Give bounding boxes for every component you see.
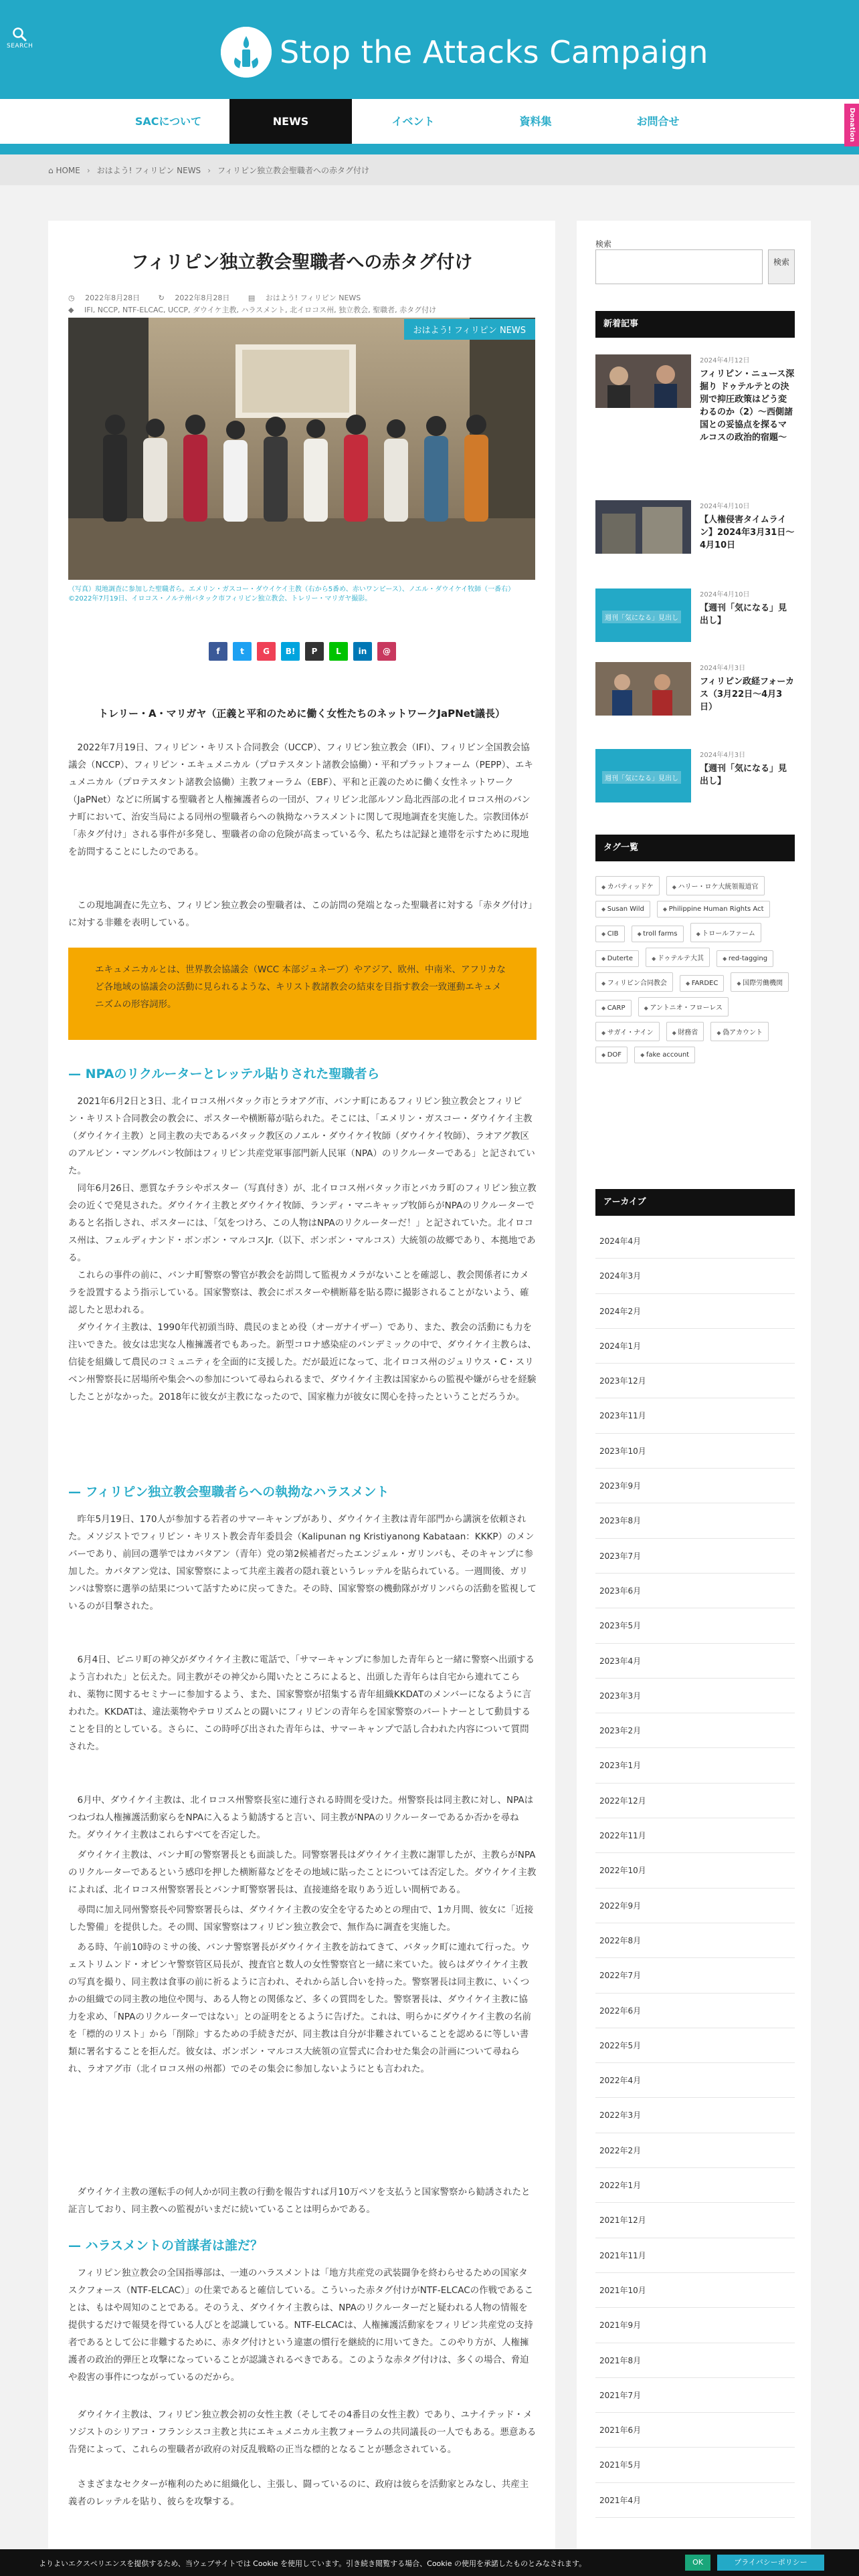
paragraph: ダウイケイ主教は、バンナ町の警察署長とも面談した。同警察署長はダウイケイ主教に謝罪したが、主教らがNPAのリクルーターであるという感印を押した横断幕などをその地域に貼ったことについては否定した。ダウイケイ主教によれば、北イロコス州警察署長とバンナ町警察署長は、直接連絡を取りあう近しい間柄である。 [68,1850,537,1895]
tag-link[interactable]: ◆ fake account [634,1047,695,1063]
cookie-message: よりよいエクスペリエンスを提供するため、当ウェブサイトでは Cookie を使用しています。引き続き閲覧する場合、Cookie の使用を承諾したものとみなされます。 [39,2559,587,2568]
recent-post[interactable] [595,354,795,443]
sidebar-search-label: 検索 [595,239,612,249]
archive-item[interactable]: 2024年2月 [595,1294,795,1329]
article-meta [68,292,537,316]
archive-item[interactable]: 2022年6月 [595,1994,795,2028]
tag-link[interactable]: ◆ FARDEC [680,975,724,992]
recent-post[interactable] [595,662,795,736]
section-heading: — NPAのリクルーターとレッテル貼りされた聖職者ら [68,1064,537,1082]
breadcrumb-home[interactable]: HOME [56,165,80,175]
article-category-link[interactable]: おはよう! フィリピン NEWS [265,294,361,302]
archive-item[interactable]: 2023年7月 [595,1539,795,1574]
paragraph: フィリピン独立教会の全国指導部は、一連のハラスメントは「地方共産党の武装闘争を終わらせるための国家タスクフォース（NTF-ELCAC）」の仕業であると確信している。こういった赤タグ付けがNTF-ELCACの作戦であることは、もはや周知のことである。そのうえ、ダウイケイ主教らは、NPAのリクルーターだと疑われる人物の情報を提供するだけで報奨を得ている人びとを認識している。NTF-ELCACは、人権擁護活動家をフィリピン共産党の支持者であるとして公に非難するために、赤タグ付けという違憲の慣行を継続的に用いてきた。このやり方が、人権擁護者の政治的弾圧と攻撃になっていることが認識されるべきである。このような赤タグ付けは、多くの場合、脅迫や殺害の事件につながっているのだから。 [68,2268,534,2383]
article-container [48,221,555,2561]
archive-item[interactable]: 2023年1月 [595,1748,795,1783]
home-icon: ⌂ [48,165,56,175]
tag-cloud [595,876,795,1069]
paragraph: 2021年6月2日と3日、北イロコス州バタック市とラオアグ市、バンナ町にあるフィリピン独立教会とフィリピン・キリスト合同教会の教会に、ポスターや横断幕が貼られた。そこには、「エメリン・ガスコー・ダウイケイ主教（ダウイケイ主教）と同主教の夫であるバタック教区のノエル・ダウイケイ牧師（ダウイケイ牧師）、ラオアグ教区のアルビン・マングルバン牧師はフィリピン共産党軍事部門新人民軍（NPA）のリクルーターである」と記されていた。 [68,1096,535,1176]
archive-item[interactable]: 2022年12月 [595,1784,795,1818]
hatena-share-icon[interactable]: B! [281,642,300,661]
post-thumbnail[interactable] [595,500,691,554]
post-thumbnail[interactable]: 週刊「気になる」見出し [595,588,691,642]
recent-post[interactable] [595,500,795,574]
nav-item-news[interactable]: NEWS [229,99,352,144]
post-thumbnail[interactable]: 週刊「気になる」見出し [595,749,691,802]
site-header [0,0,859,99]
post-title[interactable]: 【人権侵害タイムライン】2024年3月31日〜4月10日 [700,515,795,550]
paragraph: 6月中、ダウイケイ主教は、北イロコス州警察長室に連行される時間を受けた。州警察長は同主教に対し、NPAはつねづね人権擁護活動家らをNPAに入るよう勧誘すると言い、同主教がNPAのリクルーターであるか否かを尋ねた。ダウイケイ主教はこれらすべてを否定した。 [68,1795,534,1840]
search-icon [12,27,27,41]
tag-link[interactable]: ◆ 国際労働機関 [731,972,789,992]
post-date: 2024年4月10日 [700,591,750,599]
hero-category-badge[interactable]: おはよう! フィリピン NEWS [404,319,535,340]
email-share-icon[interactable]: @ [377,642,396,661]
tag-link[interactable]: ◆ Duterte [595,950,639,967]
google-share-icon[interactable]: G [257,642,276,661]
archive-item[interactable]: 2023年6月 [595,1574,795,1608]
archive-item[interactable]: 2021年10月 [595,2273,795,2308]
archive-list [595,1224,795,2518]
line-share-icon[interactable]: L [329,642,348,661]
section-heading: — ハラスメントの首謀者は誰だ？ [68,2236,537,2254]
published-date: 2022年8月28日 [85,294,140,302]
archive-item[interactable]: 2021年9月 [595,2308,795,2343]
tag-link[interactable]: ◆ 財務省 [666,1022,704,1041]
section-heading: — フィリピン独立教会聖職者らへの執拗なハラスメント [68,1482,537,1500]
tag-link[interactable]: ◆ サガイ・ナイン [595,1022,660,1041]
archive-item[interactable]: 2023年5月 [595,1608,795,1643]
breadcrumb-separator: › [207,165,211,175]
archive-item[interactable]: 2023年3月 [595,1679,795,1713]
tag-link[interactable]: ◆ 偽アカウント [710,1022,769,1041]
tag-link[interactable]: ◆ カバティッドケ [595,876,660,895]
paragraph: 尋問に加え同州警察長や同警察署長らは、ダウイケイ主教の安全を守るためとの理由で、1カ月間、彼女に「近接した警備」を提供した。その間、国家警察はフィリピン独立教会で、無作為に調査を実施した。 [68,1905,534,1933]
cookie-consent-bar [0,2549,859,2576]
tag-link[interactable]: ◆ DOF [595,1047,628,1063]
tag-link[interactable]: ◆ Philippine Human Rights Act [657,901,770,918]
archive-item[interactable]: 2023年11月 [595,1398,795,1433]
archive-item[interactable]: 2023年2月 [595,1713,795,1748]
tag-link[interactable]: ◆ CIB [595,926,625,942]
tag-link[interactable]: ◆ red-tagging [717,950,773,967]
folder-icon: ▤ [248,294,258,302]
twitter-share-icon[interactable]: t [233,642,252,661]
tag-icon: ◆ [68,306,76,314]
post-title[interactable]: フィリピン政経フォーカス（3月22日〜4月3日） [700,677,795,712]
post-title[interactable]: フィリピン・ニュース深掘り ドゥテルテとの決別で抑圧政策はどう変わるのか（2）〜西側諸国との妥協点を探るマルコスの政治的宿題〜 [700,369,795,443]
recent-post[interactable] [595,588,795,662]
photo-caption: （写真）現地調査に参加した聖職者ら。エメリン・ガスコー・ダウイケイ主教（右から5番め、赤いワンピース）、ノエル・ダウイケイ牧師（一番右）©2022年7月19日、イロコス・ノルテ州バタック市フィリピン独立教会、トレリー・マリガヤ撮影。 [68,586,515,603]
article-author: トレリー・A・マリガヤ（正義と平和のために働く女性たちのネットワークJaPNet議長） [98,708,506,720]
share-buttons [209,642,401,661]
archive-heading: アーカイブ [595,1189,795,1216]
group-photo-image [68,318,535,580]
article-title: フィリピン独立教会聖職者への赤タグ付け [130,252,473,273]
paragraph: ダウイケイ主教は、フィリピン独立教会初の女性主教（そしてその4番目の女性主教）であり、ユナイテッド・メソジストのシリアコ・フランシスコ主教と共にエキュメニカル主教フォーラムの共同議長の一人でもある。悪意ある告発によって、これらの聖職者が政府の対反乱戦略の正当な標的となることが懸念されている。 [68,2409,537,2455]
facebook-share-icon[interactable]: f [209,642,227,661]
clock-icon: ◷ [68,294,78,302]
linkedin-share-icon[interactable]: in [353,642,372,661]
post-date: 2024年4月3日 [700,665,746,672]
site-logo[interactable] [221,25,708,79]
archive-item[interactable]: 2021年5月 [595,2448,795,2482]
tag-link[interactable]: ◆ CARP [595,1000,632,1016]
nav-item-events[interactable]: イベント [391,115,435,128]
post-title[interactable]: 【週刊「気になる」見出し】 [700,603,787,626]
paragraph: 同年6月26日、悪質なチラシやポスター（写真付き）が、北イロコス州バタック市とバカラ町のフィリピン独立教会の近くで発見された。ダウイケイ主教とダウイケイ牧師、ランディ・マニキャップ牧師らがNPAのリクルーターであると名指しされ、ポスターには、「気をつけろ、この人物はNPAのリクルーターだ！」と記されていた。北イロコス州は、フェルディナンド・ボンボン・マルコスJr.（以下、ボンボン・マルコス）大統領の故郷であり、本拠地である。 [68,1183,537,1263]
tag-link[interactable]: ◆ フィリピン合同教会 [595,972,673,992]
refresh-icon: ↻ [158,294,167,302]
archive-item[interactable]: 2022年1月 [595,2168,795,2203]
paragraph: さまざまなセクターが権利のために組織化し、主張し、闘っているのに、政府は彼らを活動家とみなし、共産主義者のレッテルを貼り、彼らを攻撃する。 [68,2479,529,2507]
paragraph: これらの事件の前に、バンナ町警察の警官が教会を訪問して監視カメラがないことを確認し、教会関係者にカメラを設置するよう指示している。国家警察は、教会にポスターや横断幕を貼る際に撮影されることがないよう、確認したと思われる。 [68,1270,529,1315]
tag-link[interactable]: ◆ Susan Wild [595,901,650,918]
archive-item[interactable]: 2022年4月 [595,2063,795,2098]
privacy-policy-button[interactable]: プライバシーポリシー [717,2555,824,2571]
post-date: 2024年4月3日 [700,752,746,759]
paragraph: ダウイケイ主教の運転手の何人かが同主教の行動を報告すれば月10万ペソを支払うと国家警察から勧誘されたと証言しており、同主教への監視がいまだに続いていることは明らかである。 [68,2187,531,2215]
nav-accent-bar [0,144,859,154]
archive-item[interactable]: 2024年3月 [595,1259,795,1293]
post-date: 2024年4月10日 [700,503,750,510]
site-title: Stop the Attacks Campaign [280,34,708,70]
breadcrumb-category[interactable]: おはよう! フィリピン NEWS [96,166,201,175]
tag-link[interactable]: ◆ アントニオ・フローレス [638,997,729,1016]
archive-item[interactable]: 2022年3月 [595,2098,795,2133]
paragraph: 6月4日、ピニリ町の神父がダウイケイ主教に電話で、「サマーキャンプに参加した青年らと一緒に警察へ出頭するよう言われた」と伝えた。同主教がその神父から聞いたところによると、出頭した青年らは自宅から連れてこられ、薬物に関するセミナーに参加するよう、また、国家警察が招集する青年組織KKDATのメンバーになるように言われた。KKDATは、違法薬物やテロリズムとの闘いにフィリピンの青年らを国家警察のパートナーとして動員することを目的としている。さらに、この時呼び出された青年らは、サマーキャンプで話し合われた内容について質問された。 [68,1654,535,1752]
archive-item[interactable]: 2021年11月 [595,2238,795,2273]
pocket-share-icon[interactable]: P [305,642,324,661]
archive-item[interactable]: 2022年7月 [595,1958,795,1993]
article-tags[interactable]: IFI, NCCP, NTF-ELCAC, UCCP, ダウイケ主教, ハラスメント, 北イロコス州, 独立教会, 聖職者, 赤タグ付け [84,306,437,314]
paragraph: ある時、午前10時のミサの後、バンナ警察署長がダウイケイ主教を訪ねてきて、バタック町に連れて行った。ウェストリムンド・オビンヤ警察管区局長が、捜査官と数人の女性警察官と一緒に来ていた。彼らはダウイケイ主教の写真を撮り、同主教は食事の前に祈るように言われ、それから話し合いを持った。警察署長は同主教に、いくつかの組織での同主教の地位や関与、ある人物との関係など、多くの質問をした。警察署長は、ダウイケイ主教に協力を求め、「NPAのリクルーターではない」との証明をとるように告げた。これは、明らかにダウイケイ主教の名前を「標的のリスト」から「削除」するための手続きだが、同主教は自分が非難されていることを認めるに等しい書類に署名することを拒んだ。彼女は、ボンボン・マルコス大統領の宣誓式に合わせた集会の計画について尋ねられ、ラオアグ市（北イロコス州の州都）でのその集会に参加しないようにとも言われた。 [68,1942,532,2074]
cookie-accept-button[interactable]: OK [685,2555,710,2571]
nav-item-about[interactable]: SACについて [134,115,202,128]
archive-item[interactable]: 2023年10月 [595,1434,795,1469]
archive-item[interactable]: 2021年4月 [595,2483,795,2518]
archive-item[interactable]: 2024年1月 [595,1329,795,1364]
archive-item[interactable]: 2023年12月 [595,1364,795,1398]
archive-item[interactable]: 2023年4月 [595,1644,795,1679]
archive-item[interactable]: 2021年7月 [595,2378,795,2413]
donation-button[interactable]: Donation [844,104,859,146]
breadcrumb-separator: › [86,165,90,175]
paragraph: 2022年7月19日、フィリピン・キリスト合同教会（UCCP）、フィリピン独立教会（IFI）、フィリピン全国教会協議会（NCCP）、フィリピン・エキュメニカル（プロテスタント諸教会協働）・平和プラットフォーム（PEPP）、エキュメニカル（プロテスタント諸教会協働）主教フォーラム（EBF）、平和と正義のために働く女性ネットワーク（JaPNet）などに所属する聖職者と人権擁護者らの一団が、フィリピン北部ルソン島北西部の北イロコス州のバンナ町において、治安当局による同州の聖職者らへの執拗なハラスメントに関して現地調査を実施した。宗教団体が「赤タグ付け」される事件が多発し、聖職者の命の危険が高まっている今、私たちは記録と連帯を示すために現地を訪問することにしたのである。 [68,742,533,857]
nav-item-contact[interactable]: お問合せ [636,115,680,128]
post-date: 2024年4月12日 [700,357,750,364]
paragraph: 昨年5月19日、170人が参加する若者のサマーキャンプがあり、ダウイケイ主教は青年部門から講演を依頼された。メソジストでフィリピン・キリスト教会青年委員会（Kalipunan ng Kristiyanong Kabataan：KKKP）のメンバーであり、前回の選挙ではカバタアン（青年）党の第2候補者だったエンジェル・ガリンパも、そのキャンプに参加した。カバタアン党は、国家警察によって共産主義者の隠れ蓑というレッテルを貼られている。一週間後、ガリンパは警察に選挙の結果について話すために戻ってきた。その時、国家警察の機動隊がガリンパらの活動を監視しているのが目撃された。 [68,1514,537,1612]
post-thumbnail[interactable] [595,354,691,408]
paragraph: ダウイケイ主教は、1990年代初頭当時、農民のまとめ役（オーガナイザー）であり、また、教会の活動にも力を注いできた。彼女は忠実な人権擁護者でもあった。新型コロナ感染症のパンデミックの中で、ダウイケイ主教らは、信徒を組織して農民のコミュニティを全面的に支援した。だが最近になって、北イロコス州のジュリウス・C・スリベン州警察長に居場所や集会への参加について尋ねられるまで、ダウイケイ主教は国家からの監視や嫌がらせを経験したことがなかった。2018年に彼女が主教になったので、国家権力が彼女に関心を持ったということだろうか。 [68,1322,537,1402]
archive-item[interactable]: 2023年9月 [595,1469,795,1503]
archive-item[interactable]: 2022年8月 [595,1923,795,1958]
hero-photo [68,318,535,580]
sidebar-search-button[interactable]: 検索 [768,249,795,284]
tag-link[interactable]: ◆ ドゥテルテ大其 [646,948,710,967]
archive-item[interactable]: 2023年8月 [595,1503,795,1538]
paragraph: この現地調査に先立ち、フィリピン独立教会の聖職者は、この訪問の発端となった聖職者に対する「赤タグ付け」に対する非難を表明している。 [68,900,533,928]
archive-item[interactable]: 2022年9月 [595,1889,795,1923]
recent-posts-heading: 新着記事 [595,311,795,338]
post-title[interactable]: 【週刊「気になる」見出し】 [700,764,787,786]
header-search-button[interactable] [7,27,32,49]
tag-link[interactable]: ◆ ハリー・ロケ大統領報道官 [666,876,765,895]
archive-item[interactable]: 2024年4月 [595,1224,795,1259]
archive-item[interactable]: 2021年8月 [595,2343,795,2378]
archive-item[interactable]: 2022年10月 [595,1853,795,1888]
tag-link[interactable]: ◆ トロールファーム [690,923,761,942]
tag-link[interactable]: ◆ troll farms [632,926,684,942]
post-thumbnail[interactable] [595,662,691,716]
archive-item[interactable]: 2022年5月 [595,2028,795,2063]
archive-item[interactable]: 2022年11月 [595,1818,795,1853]
breadcrumb-current: フィリピン独立教会聖職者への赤タグ付け [217,166,370,175]
archive-item[interactable]: 2021年6月 [595,2413,795,2448]
breadcrumb [0,154,859,185]
updated-date: 2022年8月28日 [175,294,230,302]
recent-post[interactable] [595,749,795,823]
archive-item[interactable]: 2022年2月 [595,2133,795,2168]
nav-item-resources[interactable]: 資料集 [519,115,552,128]
archive-item[interactable]: 2021年12月 [595,2203,795,2238]
candle-logo-icon [221,27,272,78]
sidebar-search-input[interactable] [595,249,763,284]
tags-heading: タグ一覧 [595,835,795,861]
search-label: SEARCH [7,43,33,49]
sidebar [577,221,811,2561]
main-nav [0,99,859,144]
ecumenical-callout: エキュメニカルとは、世界教会協議会（WCC 本部ジュネーブ）やアジア、欧州、中南米、アフリカなど各地域の協議会の活動に見られるような、キリスト教諸教会の結束を目指す教会一致運動エキュメニズムの形容詞形。 [68,948,537,1040]
